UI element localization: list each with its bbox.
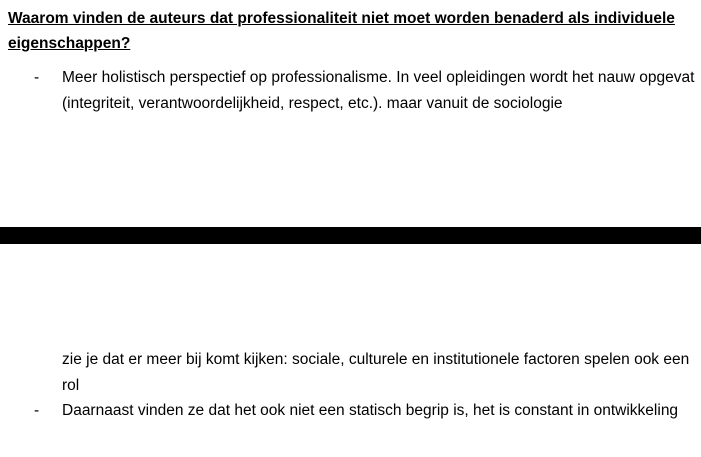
page-break-bar (0, 227, 701, 244)
question-heading: Waarom vinden de auteurs dat professionaliteit niet moet worden benaderd als individuele eigenschappen? (8, 10, 675, 52)
bullet-1-text-part1: Meer holistisch perspectief op professionalisme. In veel opleidingen wordt het nauw opgevat (integriteit, verantwoordelijkheid, respect, etc.). maar vanuit de sociologie (62, 69, 695, 112)
bullet-dash-1: - (34, 69, 40, 86)
bullet-dash-2: - (34, 402, 40, 419)
bullet-2-text: Daarnaast vinden ze dat het ook niet een statisch begrip is, het is constant in ontwikkeling (62, 402, 679, 419)
bullet-1-text-part2: zie je dat er meer bij komt kijken: sociale, culturele en institutionele factoren spelen ook een rol (62, 351, 690, 394)
